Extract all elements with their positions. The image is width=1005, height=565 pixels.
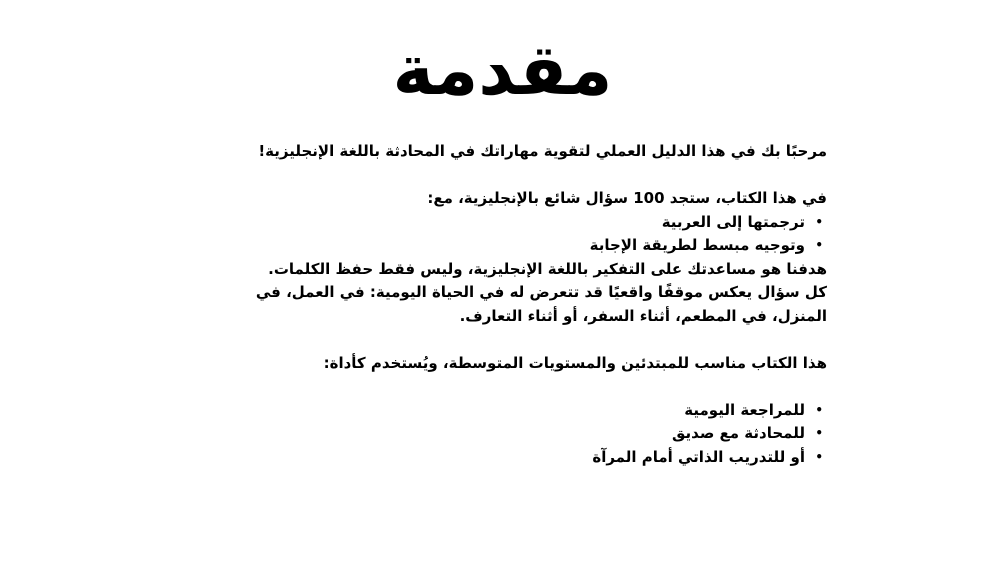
bullet-icon: •: [815, 402, 823, 417]
question-line-2: المنزل، في المطعم، أثناء السفر، أو أثناء التعارف.: [459, 306, 827, 325]
blank-line: [187, 375, 827, 399]
book-features-list: [187, 211, 827, 258]
page-title: مقدمة: [392, 29, 613, 111]
list-item: [187, 446, 827, 470]
blank-line: [187, 328, 827, 352]
list-item: [187, 211, 827, 235]
list-item: [187, 234, 827, 258]
list-item: [187, 399, 827, 423]
list-item-text: للمحادثة مع صديق: [672, 424, 805, 442]
list-item-text: ترجمتها إلى العربية: [661, 212, 805, 231]
document-body: [187, 140, 827, 469]
list-item: [187, 422, 827, 446]
bullet-icon: •: [815, 214, 823, 229]
bullet-icon: •: [815, 426, 823, 440]
audience-line: هذا الكتاب مناسب للمبتدئين والمستويات المتوسطة، ويُستخدم كأداة:: [323, 353, 827, 372]
list-item-text: أو للتدريب الذاتي أمام المرآة: [592, 447, 805, 466]
goal-line: هدفنا هو مساعدتك على التفكير باللغة الإنجليزية، وليس فقط حفظ الكلمات.: [268, 259, 827, 278]
intro-line: مرحبًا بك في هذا الدليل العملي لتقوية مهاراتك في المحادثة باللغة الإنجليزية!: [258, 142, 827, 160]
usage-list: [187, 399, 827, 470]
bullet-icon: •: [815, 238, 823, 252]
question-line-1: كل سؤال يعكس موقفًا واقعيًا قد تتعرض له في الحياة اليومية: في العمل، في: [255, 283, 827, 301]
list-item-text: للمراجعة اليومية: [684, 400, 805, 419]
bullet-icon: •: [815, 449, 823, 464]
book-contents-line: في هذا الكتاب، ستجد 100 سؤال شائع بالإنجليزية، مع:: [427, 189, 827, 207]
blank-line: [187, 164, 827, 188]
list-item-text: وتوجيه مبسط لطريقة الإجابة: [589, 236, 805, 254]
